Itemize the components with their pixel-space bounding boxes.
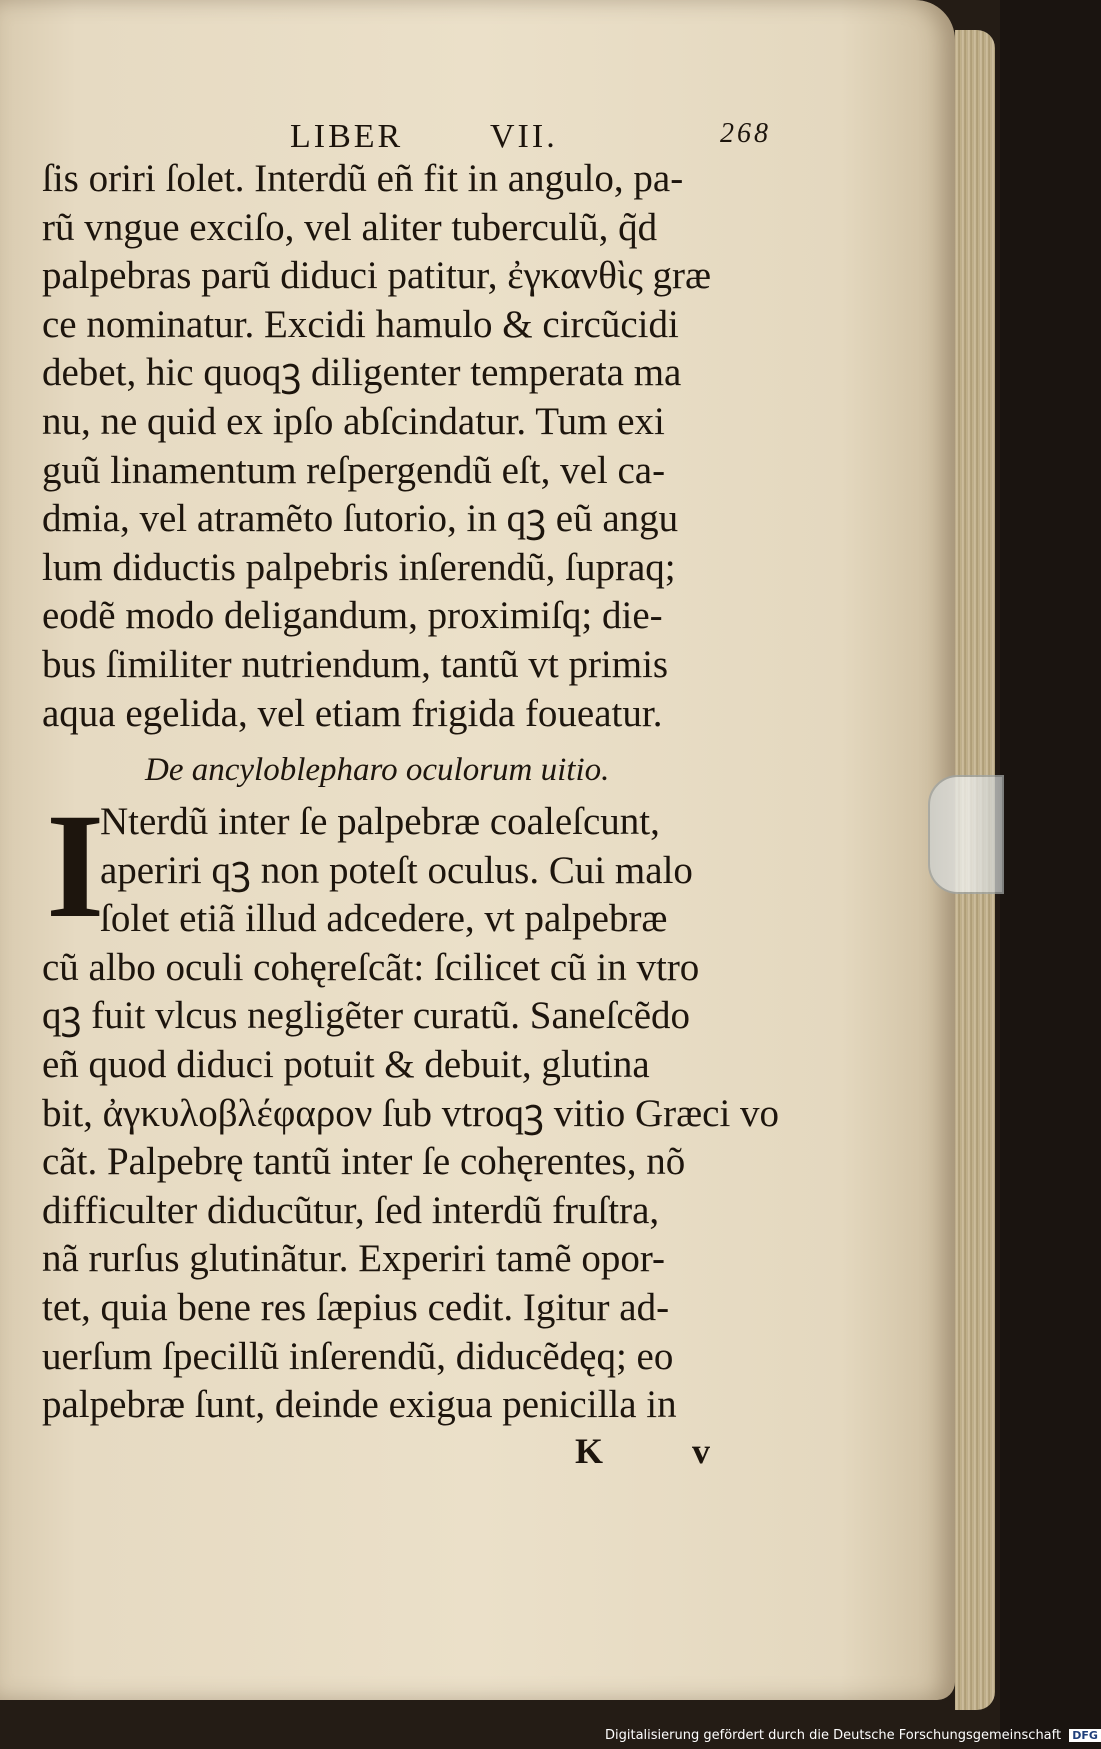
text-line: lum diductis palpebris inſerendũ, ſupraq;: [42, 545, 676, 589]
text-line: guũ linamentum reſpergendũ eſt, vel ca-: [42, 448, 666, 492]
signature-mark: K v: [575, 1431, 751, 1471]
text-line: difficulter diducũtur, ſed interdũ fruſtra,: [42, 1188, 660, 1232]
text-line: palpebræ ſunt, deinde exigua penicilla in: [42, 1383, 677, 1427]
text-line: cãt. Palpebrę tantũ inter ſe cohęrentes, nõ: [42, 1140, 686, 1184]
text-line: debet, hic quoqꝫ diligenter temperata ma: [42, 351, 682, 395]
book-number: VII.: [490, 118, 558, 155]
text-line: cũ albo oculi cohęreſcãt: ſcilicet cũ in vtro: [42, 945, 700, 989]
text-line: qꝫ fuit vlcus negligẽter curatũ. Saneſcẽdo: [42, 994, 691, 1038]
digitization-credit: [605, 1728, 1101, 1743]
text-line: nã rurſus glutinãtur. Experiri tamẽ opor-: [42, 1237, 666, 1281]
book-clip: [928, 775, 1004, 894]
text-line: ce nominatur. Excidi hamulo & circũcidi: [42, 302, 679, 346]
text-line: bit, ἀγκυλοβλέφαρον ſub vtroqꝫ vitio Græci vo: [42, 1091, 780, 1135]
running-header: [280, 118, 980, 158]
section-text: [42, 783, 782, 1430]
text-line: nu, ne quid ex ipſo abſcindatur. Tum exi: [42, 399, 665, 443]
running-title: LIBER: [290, 118, 404, 155]
text-line: eodẽ modo deligandum, proximiſq; die-: [42, 594, 663, 638]
text-line: tet, quia bene res ſæpius cedit. Igitur ad-: [42, 1285, 670, 1329]
drop-cap-initial: I: [46, 783, 105, 949]
text-line: ſolet etiã illud adcedere, vt palpebræ: [100, 897, 668, 941]
credit-text: Digitalisierung gefördert durch die Deutsche Forschungsgemeinschaft: [605, 1728, 1062, 1743]
text-line: eñ quod diduci potuit & debuit, glutina: [42, 1042, 650, 1086]
text-line: ſis oriri ſolet. Interdũ eñ fit in angulo, pa-: [42, 157, 684, 200]
text-line: aperiri qꝫ non poteſt oculus. Cui malo: [100, 848, 693, 892]
text-line: uerſum ſpecillũ inſerendũ, diducẽdęq; eo: [42, 1334, 674, 1378]
text-line: dmia, vel atramẽto ſutorio, in qꝫ eũ angu: [42, 497, 679, 541]
text-line: palpebras parũ diduci patitur, ἐγκανθὶς græ: [42, 254, 712, 298]
dfg-logo: DFG: [1069, 1729, 1101, 1742]
folio-number: 268: [720, 118, 771, 149]
text-line: bus ſimiliter nutriendum, tantũ vt primis: [42, 642, 669, 686]
body-text: [42, 155, 782, 738]
text-line: rũ vngue exciſo, vel aliter tuberculũ, q̃d: [42, 205, 658, 249]
section-heading: De ancyloblepharo oculorum uitio.: [145, 752, 610, 788]
text-line: aqua egelida, vel etiam frigida foueatur.: [42, 691, 663, 735]
text-line: Nterdũ inter ſe palpebræ coaleſcunt,: [100, 800, 660, 843]
